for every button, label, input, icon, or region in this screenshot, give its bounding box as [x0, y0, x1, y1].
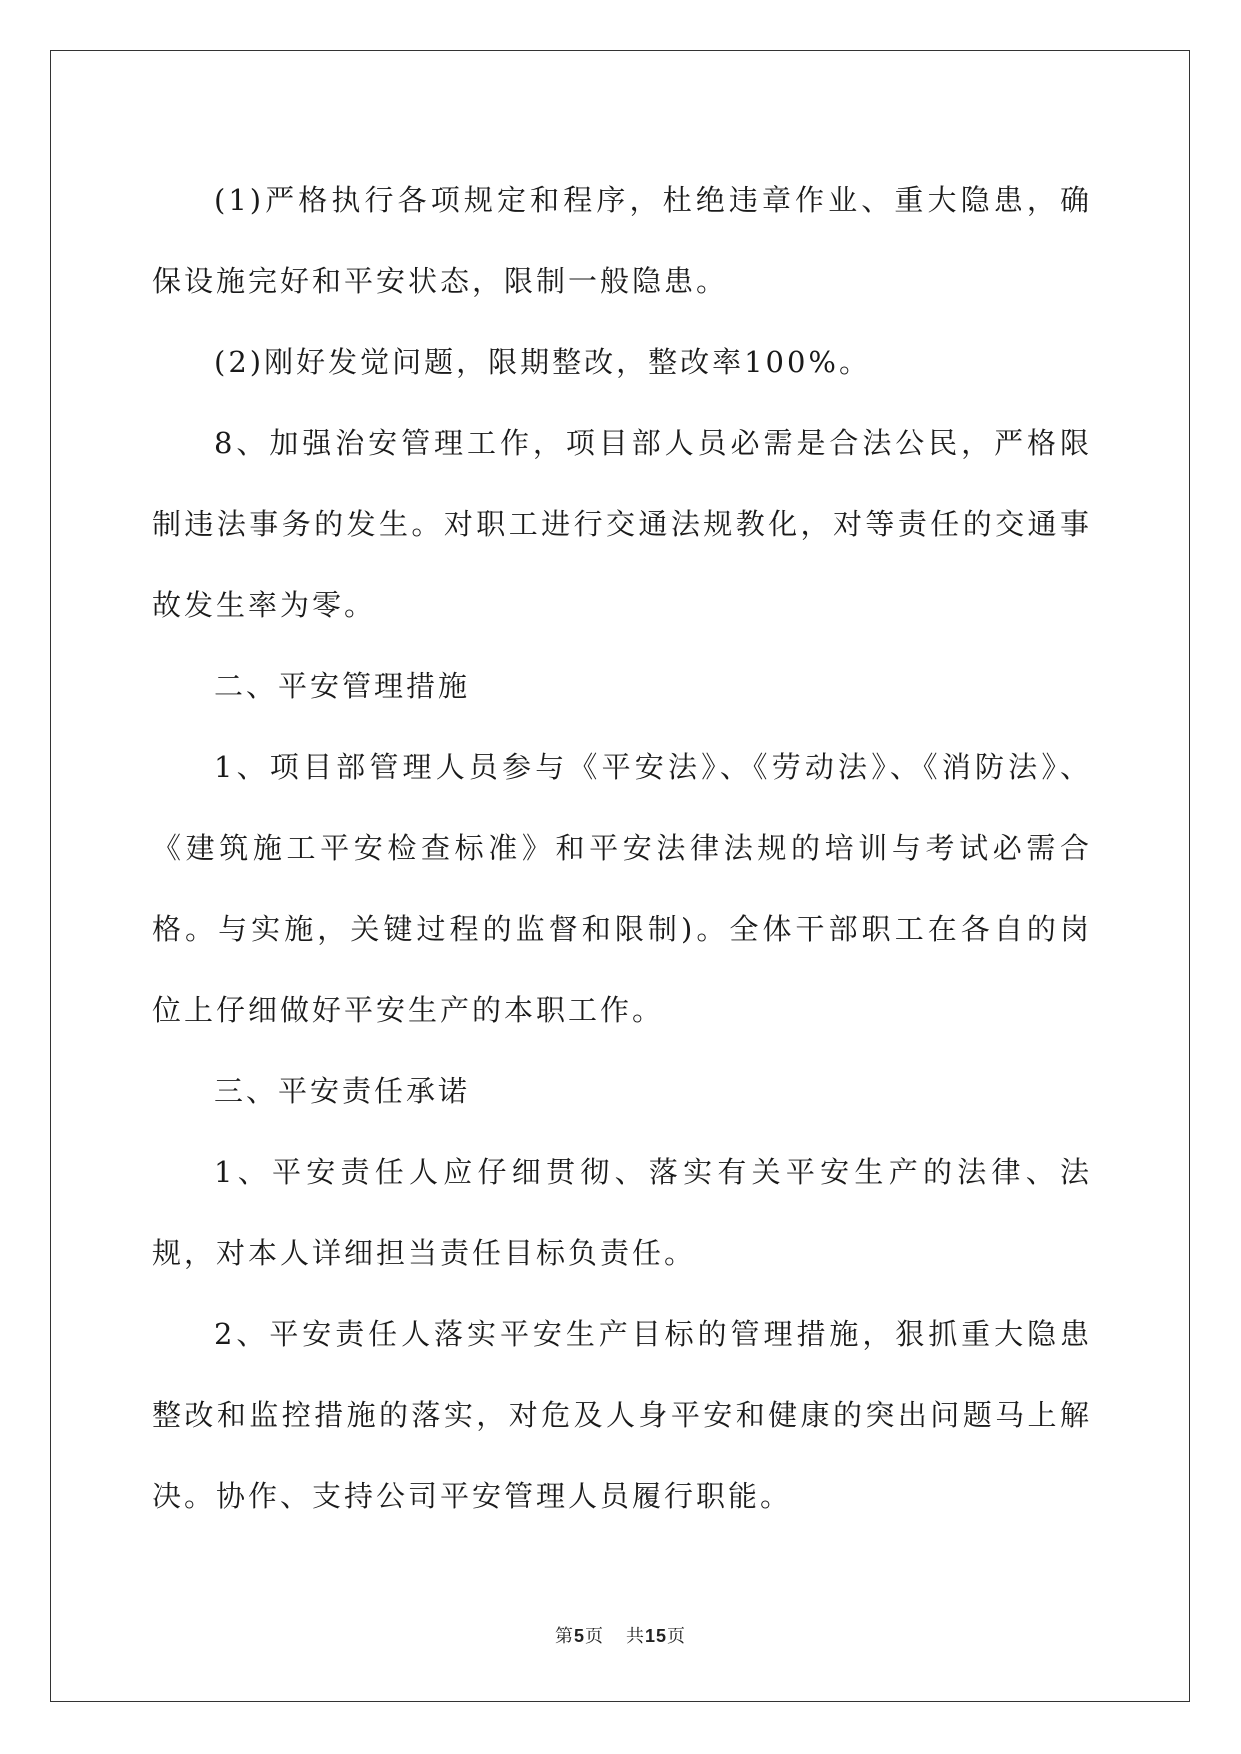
paragraph-commitment-2: 2、平安责任人落实平安生产目标的管理措施，狠抓重大隐患整改和监控措施的落实，对危及人身平安和健康的突出问题马上解决。协作、支持公司平安管理人员履行职能。: [152, 1317, 1092, 1513]
paragraph-measure-1: 1、项目部管理人员参与《平安法》、《劳动法》、《消防法》、《建筑施工平安检查标准》和平安法律法规的培训与考试必需合格。与实施，关键过程的监督和限制)。全体干部职工在各自的岗位上仔细做好平安生产的本职工作。: [152, 750, 1092, 1027]
document-body: [152, 160, 1092, 1537]
page-footer: [0, 1622, 1241, 1648]
page-suffix: 页: [584, 1626, 604, 1647]
section-heading-3: 三、平安责任承诺: [214, 1074, 471, 1108]
page-prefix: 第: [554, 1626, 574, 1647]
page-number: 5: [573, 1626, 585, 1646]
paragraph-commitment-1: 1、平安责任人应仔细贯彻、落实有关平安生产的法律、法规，对本人详细担当责任目标负责任。: [152, 1155, 1092, 1270]
section-heading-2: 二、平安管理措施: [214, 669, 471, 703]
paragraph-goal-8: 8、加强治安管理工作，项目部人员必需是合法公民，严格限制违法事务的发生。对职工进行交通法规教化，对等责任的交通事故发生率为零。: [152, 426, 1092, 622]
paragraph-item-1-1: (1)严格执行各项规定和程序，杜绝违章作业、重大隐患，确保设施完好和平安状态，限制一般隐患。: [152, 183, 1092, 298]
paragraph-item-1-2: (2)刚好发觉问题，限期整改，整改率100%。: [214, 345, 871, 379]
total-prefix: 共: [625, 1626, 645, 1647]
page-total: 15: [644, 1626, 668, 1646]
total-suffix: 页: [667, 1626, 687, 1647]
